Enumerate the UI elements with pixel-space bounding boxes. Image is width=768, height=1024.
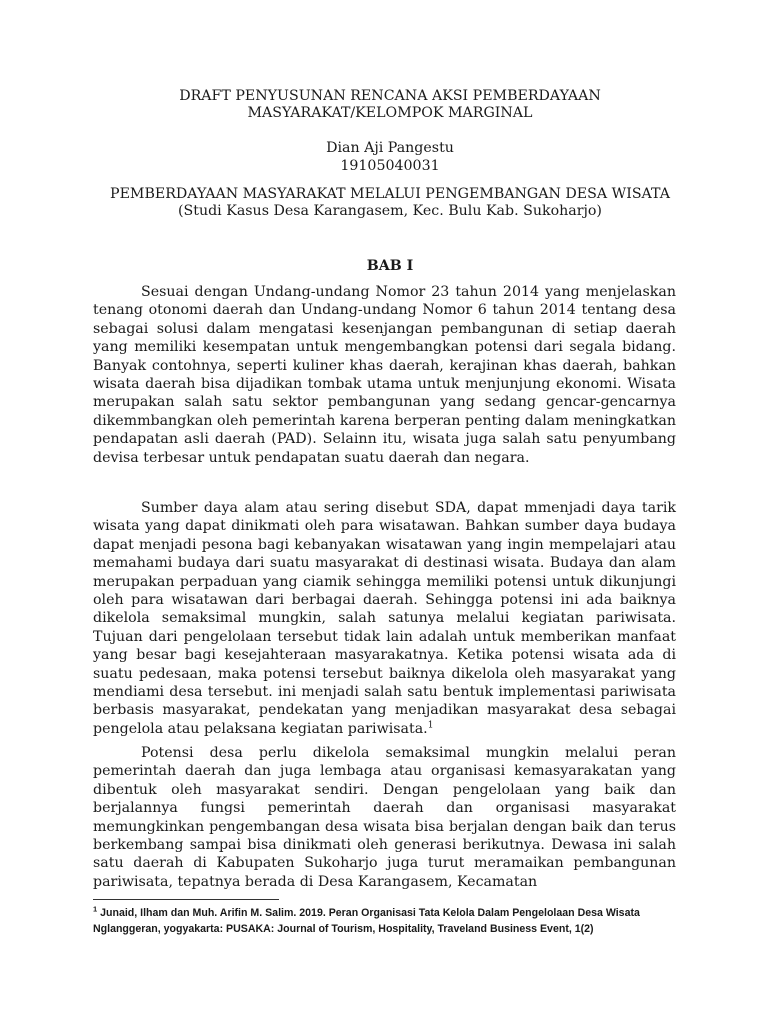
subtitle-line-1 bbox=[90, 185, 690, 203]
document-title-line-1 bbox=[90, 87, 690, 105]
chapter-heading-text: BAB I bbox=[366, 258, 414, 274]
body-paragraph-2 bbox=[93, 499, 676, 738]
paragraph-with-footnote bbox=[93, 499, 676, 738]
footnote bbox=[93, 906, 678, 937]
footnote-marker: 1 bbox=[93, 904, 98, 914]
title-text: MASYARAKAT/KELOMPOK MARGINAL bbox=[247, 105, 533, 121]
chapter-heading bbox=[90, 257, 690, 275]
student-id-text: 19105040031 bbox=[340, 158, 440, 174]
document-title-line-2 bbox=[90, 104, 690, 122]
author-name bbox=[90, 139, 690, 157]
footnote-text: Junaid, Ilham dan Muh. Arifin M. Salim. 2019. Peran Organisasi Tata Kelola Dalam Pengelolaan Desa Wisata Nglanggeran, yogyakarta: PUSAKA: Journal of Tourism, Hospitality, Traveland Business Event, 1(2) bbox=[93, 907, 640, 935]
author-text: Dian Aji Pangestu bbox=[326, 140, 454, 156]
body-paragraph-3 bbox=[93, 744, 676, 891]
title-text: DRAFT PENYUSUNAN RENCANA AKSI PEMBERDAYAAN bbox=[179, 88, 601, 104]
student-id bbox=[90, 157, 690, 175]
subtitle-text: (Studi Kasus Desa Karangasem, Kec. Bulu Kab. Sukoharjo) bbox=[178, 203, 602, 219]
paragraph-text: Potensi desa perlu dikelola semaksimal mungkin melalui peran pemerintah daerah dan juga lembaga atau organisasi kemasyarakatan yang dibentuk oleh masyarakat sendiri. Dengan pengelolaan yang baik dan berjalannya fungsi pemerintah daerah dan organisasi masyarakat memungkinkan pengembangan desa wisata bisa berjalan dengan baik dan terus berkembang sampai bisa dinikmati oleh generasi berikutnya. Dewasa ini salah satu daerah di Kabupaten Sukoharjo juga turut meramaikan pembangunan pariwisata, tepatnya berada di Desa Karangasem, Kecamatan bbox=[93, 745, 676, 890]
footnote-divider bbox=[93, 899, 279, 900]
footnote-reference[interactable]: 1 bbox=[427, 720, 434, 731]
paragraph-text: Sesuai dengan Undang-undang Nomor 23 tahun 2014 yang menjelaskan tenang otonomi daerah dan Undang-undang Nomor 6 tahun 2014 tentang desa sebagai solusi dalam mengatasi kesenjangan pembangunan di setiap daerah yang memiliki kesempatan untuk mengembangkan potensi dari segala bidang. Banyak contohnya, seperti kuliner khas daerah, kerajinan khas daerah, bahkan wisata daerah bisa dijadikan tombak utama untuk menjunjung ekonomi. Wisata merupakan salah satu sektor pembangunan yang sedang gencar-gencarnya dikemmbangkan oleh pemerintah karena berperan penting dalam meningkatkan pendapatan asli daerah (PAD). Selainn itu, wisata juga salah satu penyumbang devisa terbesar untuk pendapatan suatu daerah dan negara. bbox=[93, 284, 676, 466]
subtitle-text: PEMBERDAYAAN MASYARAKAT MELALUI PENGEMBANGAN DESA WISATA bbox=[110, 186, 670, 202]
paragraph-text: Sumber daya alam atau sering disebut SDA, dapat mmenjadi daya tarik wisata yang dapat dinikmati oleh para wisatawan. Bahkan sumber daya budaya dapat menjadi pesona bagi kebanyakan wisatawan yang ingin mempelajari atau memahami budaya dari suatu masyarakat di destinasi wisata. Budaya dan alam merupakan perpaduan yang ciamik sehingga memiliki potensi untuk dikunjungi oleh para wisatawan dari berbagai daerah. Sehingga potensi ini ada baiknya dikelola semaksimal mungkin, salah satunya melalui kegiatan pariwisata. Tujuan dari pengelolaan tersebut tidak lain adalah untuk memberikan manfaat yang besar bagi kesejahteraan masyarakatnya. Ketika potensi wisata ada di suatu pedesaan, maka potensi tersebut baiknya dikelola oleh masyarakat yang mendiami desa tersebut. ini menjadi salah satu bentuk implementasi pariwisata berbasis masyarakat, pendekatan yang menjadikan masyarakat desa sebagai pengelola atau pelaksana kegiatan pariwisata. bbox=[93, 500, 676, 737]
body-paragraph-1 bbox=[93, 283, 676, 467]
subtitle-line-2 bbox=[90, 202, 690, 220]
